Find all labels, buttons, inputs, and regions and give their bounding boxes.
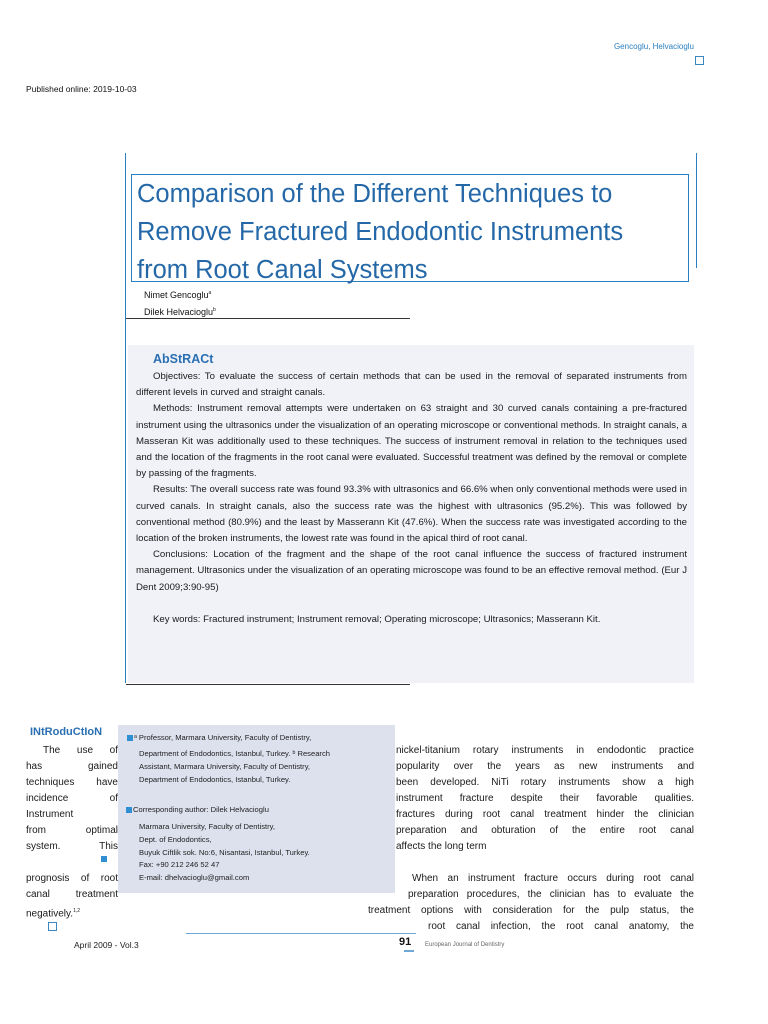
decorative-square-icon	[48, 922, 57, 931]
body-text-line: When an instrument fracture occurs during root canal	[412, 873, 694, 884]
page-number-underline	[404, 950, 414, 952]
running-header-authors: Gencoglu, Helvacioglu	[613, 42, 694, 51]
corresponding-author: Corresponding author: Dilek Helvacioglu	[133, 805, 269, 814]
decorative-square-icon	[101, 856, 107, 862]
body-text-line: instrument fracture despite their favorable qualities.	[396, 793, 694, 804]
author-affiliation-mark: a	[208, 290, 212, 296]
footer-rule	[186, 933, 416, 934]
abstract-line: fragments.	[211, 468, 257, 480]
abstract-line: Kit.	[586, 613, 601, 625]
title-line: from Root Canal Systems	[137, 256, 428, 284]
title-line: Remove Fractured Endodontic Instruments	[137, 218, 624, 246]
body-text-line: from optimal	[26, 825, 118, 836]
abstract-line: instruments from different levels in curved and straight canals.	[136, 371, 687, 399]
abstract-line: Methods: Instrument removal attempts were undertaken on 63 straight and 30 curved canals containing	[153, 403, 618, 415]
citation: 1,2	[73, 908, 81, 914]
footer-issue-date: April 2009 - Vol.3	[74, 940, 139, 950]
affiliation-line: Department of Endodontics, Istanbul, Turkey. ᵇ Research	[139, 749, 330, 758]
author-list	[144, 286, 216, 320]
abstract-line: Conclusions: Location of the fragment and the shape of the root canal influence the success of fractured	[153, 549, 637, 561]
introduction-heading: INtRoduCtIoN	[30, 726, 103, 738]
abstract-heading: AbStRACt	[153, 352, 214, 366]
abstract-line: ultrasonics (95.2%). This was followed by conventional method (80.9%) and the least by Masserann Kit	[136, 500, 687, 528]
body-text-line: canal treatment	[26, 889, 118, 900]
footer-journal-name: European Journal of Dentistry	[425, 942, 505, 948]
body-text-line: popularity over the years as new instruments and	[396, 761, 694, 772]
abstract-line: conventional methods. In straight canals, a Masseran Kit was additionally used to these techniques. The	[136, 419, 687, 447]
abstract-results	[136, 482, 687, 547]
body-text-line: prognosis of root	[26, 873, 118, 884]
decorative-square-icon	[695, 56, 704, 65]
body-text-line: preparation and obturation of the entire root canal	[396, 825, 694, 836]
affiliation-fax: Fax: +90 212 246 52 47	[139, 860, 220, 869]
abstract-line: a pre-fractured instrument using the ultrasonics under the visualization of an operating microscope or	[136, 403, 687, 431]
article-title	[131, 174, 689, 282]
abstract-methods	[136, 401, 687, 482]
body-text-line: affects the long term	[396, 841, 487, 852]
affiliation-line: Assistant, Marmara University, Faculty of Dentistry,	[139, 762, 311, 771]
body-text-line: Instrument	[26, 809, 74, 820]
body-text-line: preparation procedures, the clinician has to evaluate the	[408, 889, 694, 900]
affiliation-line: ᵃ Professor, Marmara University, Faculty of Dentistry,	[134, 733, 312, 742]
author	[144, 286, 216, 303]
abstract-line: root canal were evaluated. Successful treatment was defined by the removal or complete by passing of the	[136, 452, 687, 480]
abstract-line: Results: The overall success rate was found 93.3% with ultrasonics and 66.6% when only conventional	[153, 484, 591, 496]
abstract-body	[136, 369, 687, 628]
abstract-line: instrument management. Ultrasonics under the visualization of an operating microscope was found to be	[136, 549, 687, 577]
frame-rule-right	[696, 153, 697, 268]
title-line: Comparison of the Different Techniques to	[137, 180, 613, 208]
author-affiliation-mark: b	[213, 307, 216, 313]
affiliation-line: Department of Endodontics, Istanbul, Turkey.	[139, 775, 291, 784]
page-number: 91	[399, 936, 412, 948]
divider	[126, 684, 410, 685]
body-text-line: techniques have	[26, 777, 118, 788]
body-text: negatively.	[26, 908, 74, 920]
frame-rule-left	[125, 153, 126, 683]
author-name: Dilek Helvacioglu	[144, 307, 214, 317]
affiliation-email[interactable]: E-mail: dhelvacioglu@gmail.com	[139, 873, 250, 882]
body-text-line: The use of	[43, 745, 118, 756]
affiliation-line: Buyuk Ciftlik sok. No:6, Nisantasi, Istanbul, Turkey.	[139, 848, 310, 857]
body-text-line: system. This	[26, 841, 118, 852]
affiliation-line: Marmara University, Faculty of Dentistry,	[139, 822, 276, 831]
abstract-line: success of instrument removal in relation to the techniques used and the location of the fragments in the	[136, 435, 688, 464]
decorative-square-icon	[127, 735, 133, 741]
abstract-conclusions	[136, 547, 687, 596]
abstract-line: methods were used in curved canals. In straight canals, also the success rate was the highest with	[136, 484, 687, 512]
body-text-line: nickel-titanium rotary instruments in endodontic practice	[396, 745, 694, 756]
body-text-line: root canal infection, the root canal anatomy, the	[428, 921, 694, 932]
body-text-line: incidence of	[26, 793, 118, 804]
published-date: Published online: 2019-10-03	[26, 84, 137, 94]
author-name: Nimet Gencoglu	[144, 290, 209, 300]
abstract-line: Key words: Fractured instrument; Instrument removal; Operating microscope; Ultrasonics; Masserann	[153, 613, 584, 625]
divider	[126, 318, 410, 319]
decorative-square-icon	[126, 807, 132, 813]
abstract-line: an effective removal method. (Eur J Dent 2009;3:90-95)	[136, 565, 687, 593]
body-text-line: treatment options with consideration for the pulp status, the	[368, 905, 694, 916]
affiliation-line: Dept. of Endodontics,	[139, 835, 212, 844]
body-text-line: has gained	[26, 761, 118, 772]
abstract-line: lowest rate was found in the apical third of root canal.	[301, 533, 528, 545]
abstract-keywords	[136, 612, 687, 628]
body-text-line: fractures during root canal treatment hinder the clinician	[396, 809, 694, 820]
body-text-line: been developed. NiTi rotary instruments show a high	[396, 777, 694, 788]
abstract-line: Objectives: To evaluate the success of certain methods that can be used in the removal of separated	[153, 371, 610, 382]
body-text-line	[26, 904, 118, 921]
abstract-objectives	[136, 369, 687, 401]
abstract-line: (47.6%). When the success rate was investigated according to the location of the broken instruments, the	[136, 516, 688, 545]
